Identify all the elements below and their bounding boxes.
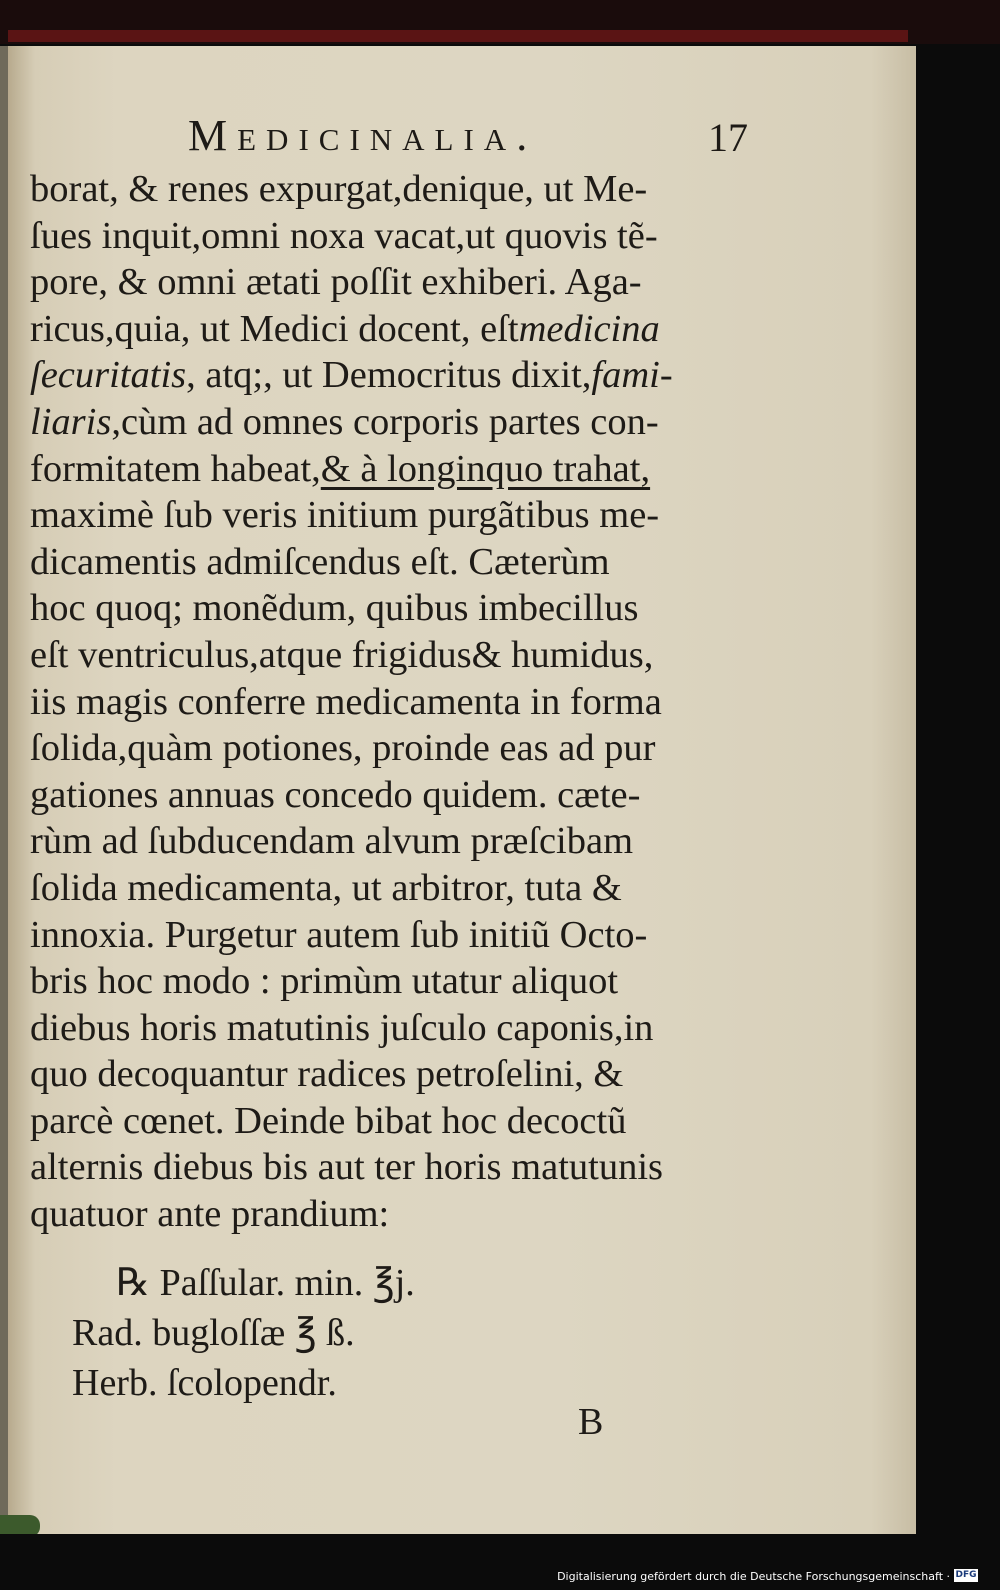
- text-line: ſolida,quàm potiones, proinde eas ad pur: [30, 727, 656, 770]
- page-number: 17: [708, 115, 748, 160]
- text-line: eſt ventriculus,atque frigidus& humidus,: [30, 633, 654, 676]
- underlined-phrase: & à longinquo trahat,: [320, 447, 651, 490]
- recipe-item: Rad. bugloſſæ ℥ ß.: [72, 1312, 355, 1354]
- text-line: innoxia. Purgetur autem ſub initiũ Octo-: [30, 913, 648, 956]
- text-line: parcè cœnet. Deinde bibat hoc decoctũ: [30, 1099, 627, 1142]
- text-line: ſues inquit,omni noxa vacat,ut quovis tẽ-: [30, 214, 658, 257]
- text-line: hoc quoq; monẽdum, quibus imbecillus: [30, 587, 639, 630]
- signature-mark: B: [578, 1401, 604, 1443]
- dfg-logo: DFG: [955, 1570, 977, 1580]
- text-line: quatuor ante prandium:: [30, 1193, 390, 1236]
- text-line: maximè ſub veris initium purgãtibus me-: [30, 494, 660, 537]
- text-line: bris hoc modo : primùm utatur aliquot: [30, 960, 619, 1003]
- text-segment: ,cùm ad omnes corporis partes con-: [111, 400, 659, 443]
- text-segment: , atq;, ut Democritus dixit,: [186, 354, 592, 397]
- text-line: borat, & renes expurgat,denique, ut Me-: [30, 168, 648, 210]
- text-line: [30, 306, 750, 353]
- running-head: Medicinalia.: [188, 111, 538, 160]
- text-line: gationes annuas concedo quidem. cæte-: [30, 773, 641, 816]
- body-text: [30, 166, 750, 1238]
- scan-top-border: [0, 0, 1000, 44]
- text-line: iis magis conferre medicamenta in forma: [30, 680, 662, 723]
- text-line: pore, & omni ætati poſſit exhiberi. Aga-: [30, 261, 642, 304]
- text-line: diebus horis matutinis juſculo caponis,in: [30, 1006, 654, 1049]
- text-line: [30, 446, 750, 493]
- italic-term: ſecuritatis: [30, 354, 187, 397]
- recipe-item: ℞ Paſſular. min. ℥j.: [116, 1262, 415, 1304]
- book-edge: [8, 30, 908, 42]
- page-header: [188, 110, 748, 162]
- text-line: ſolida medicamenta, ut arbitror, tuta &: [30, 866, 622, 909]
- recipe-item: Herb. ſcolopendr.: [72, 1362, 337, 1404]
- italic-term: fami-: [591, 354, 673, 397]
- text-line: quo decoquantur radices petroſelini, &: [30, 1053, 624, 1096]
- italic-term: liaris: [30, 400, 112, 443]
- text-segment: ricus,quia, ut Medici docent, eſt: [30, 307, 519, 350]
- italic-term: medicina: [518, 307, 660, 350]
- digitization-credit: Digitalisierung gefördert durch die Deutsche Forschungsgemeinschaft ·: [557, 1570, 950, 1583]
- text-line: rùm ad ſubducendam alvum præſcibam: [30, 820, 634, 863]
- text-line: dicamentis admiſcendus eſt. Cæterùm: [30, 540, 610, 583]
- text-line: [30, 352, 750, 399]
- recipe-list: [72, 1258, 415, 1408]
- text-line: [30, 399, 750, 446]
- text-line: alternis diebus bis aut ter horis matutunis: [30, 1146, 664, 1189]
- text-segment: formitatem habeat,: [30, 447, 321, 490]
